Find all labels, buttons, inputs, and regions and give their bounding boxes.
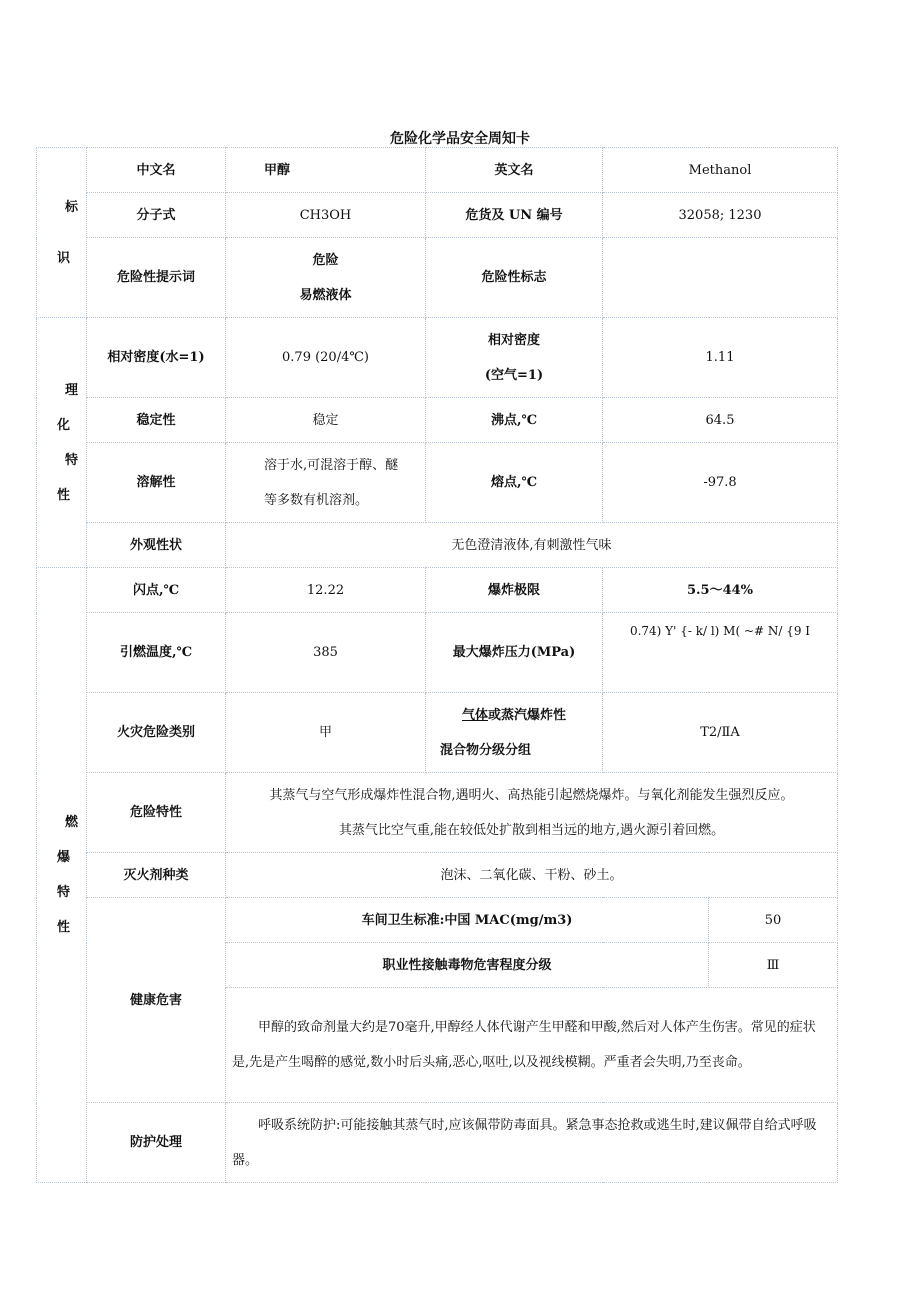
row-flash-point <box>37 568 838 613</box>
formula-label: 分子式 <box>87 193 226 238</box>
gas-group-value: T2/ⅡA <box>603 693 838 773</box>
gas-group-label-underlined: 气体 <box>461 707 488 723</box>
boiling-value: 64.5 <box>603 398 838 443</box>
row-protection <box>37 1103 838 1183</box>
appearance-label: 外观性状 <box>87 523 226 568</box>
hazard-props-line2: 其蒸气比空气重,能在较低处扩散到相当远的地方,遇火源引着回燃。 <box>338 822 725 838</box>
melting-label: 熔点,℃ <box>426 443 603 523</box>
hazard-words-label: 危险性提示词 <box>87 238 226 318</box>
appearance-value: 无色澄清液体,有刺激性气味 <box>226 523 838 568</box>
row-ignition <box>37 613 838 693</box>
section-char: 理 <box>64 382 78 398</box>
explosion-limit-label: 爆炸极限 <box>426 568 603 613</box>
row-relative-density <box>37 318 838 398</box>
solubility-value <box>226 443 426 523</box>
rel-density-air-label-line1: 相对密度 <box>487 332 540 348</box>
cn-name-value: 甲醇 <box>226 148 426 193</box>
exposure-class-label: 职业性接触毒物危害程度分级 <box>226 943 709 988</box>
cn-name-label: 中文名 <box>87 148 226 193</box>
section-char: 性 <box>57 920 71 935</box>
health-text: 甲醇的致命剂量大约是70毫升,甲醇经人体代谢产生甲醛和甲酸,然后对人体产生伤害。常见的症状是,先是产生喝醉的感觉,数小时后头痛,恶心,呕吐,以及视线模糊。严重者会失明,乃至丧命。 <box>226 988 838 1103</box>
en-name-label: 英文名 <box>426 148 603 193</box>
page-title: 危险化学品安全周知卡 <box>390 131 530 147</box>
workplace-std-value: 50 <box>709 898 838 943</box>
melting-value: -97.8 <box>603 443 838 523</box>
row-extinguisher <box>37 853 838 898</box>
row-hazard-words <box>37 238 838 318</box>
fire-class-label: 火灾危险类别 <box>87 693 226 773</box>
un-label: 危货及 UN 编号 <box>426 193 603 238</box>
formula-value: CH3OH <box>226 193 426 238</box>
section-char: 爆特 <box>57 850 71 900</box>
rel-density-air-value: 1.11 <box>603 318 838 398</box>
rel-density-water-label: 相对密度(水=1) <box>87 318 226 398</box>
hazard-sign-label: 危险性标志 <box>426 238 603 318</box>
gas-group-label-line2: 混合物分级分组 <box>440 742 532 758</box>
section-char: 化 <box>57 417 71 433</box>
stability-label: 稳定性 <box>87 398 226 443</box>
gas-group-label <box>426 693 603 773</box>
row-fire-class <box>37 693 838 773</box>
rel-density-water-value: 0.79 (20/4℃) <box>226 318 426 398</box>
hazard-props-label: 危险特性 <box>87 773 226 853</box>
extinguisher-label: 灭火剂种类 <box>87 853 226 898</box>
gas-group-label-rest: 或蒸汽爆炸性 <box>488 707 567 723</box>
row-hazard-props <box>37 773 838 853</box>
solubility-label: 溶解性 <box>87 443 226 523</box>
row-solubility <box>37 443 838 523</box>
section-char: 特 <box>64 452 78 468</box>
max-pressure-label: 最大爆炸压力(MPa) <box>426 613 603 693</box>
row-chinese-name <box>37 148 838 193</box>
section-char: 识 <box>57 250 71 266</box>
section-char: 性 <box>57 487 71 503</box>
ignition-value: 385 <box>226 613 426 693</box>
solubility-line1: 溶于水,可混溶于醇、醚 <box>264 457 399 473</box>
flash-value: 12.22 <box>226 568 426 613</box>
hazard-words-value <box>226 238 426 318</box>
section-physchem <box>37 318 87 568</box>
hazard-word-2: 易燃液体 <box>299 287 352 303</box>
stability-value: 稳定 <box>226 398 426 443</box>
hazard-props-line1: 其蒸气与空气形成爆炸性混合物,遇明火、高热能引起燃烧爆炸。与氧化剂能发生强烈反应。 <box>269 787 794 803</box>
rel-density-air-label <box>426 318 603 398</box>
row-appearance <box>37 523 838 568</box>
ignition-label: 引燃温度,℃ <box>87 613 226 693</box>
un-value: 32058; 1230 <box>603 193 838 238</box>
extinguisher-value: 泡沫、二氧化碳、干粉、砂土。 <box>226 853 838 898</box>
workplace-std-label: 车间卫生标准:中国 MAC(mg/m3) <box>226 898 709 943</box>
row-workplace-std <box>37 898 838 943</box>
row-formula <box>37 193 838 238</box>
flash-label: 闪点,℃ <box>87 568 226 613</box>
section-char: 标 <box>64 199 78 215</box>
fire-class-value: 甲 <box>226 693 426 773</box>
safety-card-table <box>36 147 838 1183</box>
section-char: 燃 <box>64 815 78 830</box>
max-pressure-value: 0.74) Y' {- k/ l) M( ~# N/ {9 I <box>603 613 838 693</box>
en-name-value: Methanol <box>603 148 838 193</box>
protection-text: 呼吸系统防护:可能接触其蒸气时,应该佩带防毒面具。紧急事态抢救或逃生时,建议佩带自给式呼吸器。 <box>226 1103 838 1183</box>
row-stability <box>37 398 838 443</box>
exposure-class-value: Ⅲ <box>709 943 838 988</box>
hazard-word-1: 危险 <box>312 252 339 268</box>
protection-label: 防护处理 <box>87 1103 226 1183</box>
hazard-props-value <box>226 773 838 853</box>
section-identification <box>37 148 87 318</box>
boiling-label: 沸点,℃ <box>426 398 603 443</box>
rel-density-air-label-line2: (空气=1) <box>484 367 544 383</box>
section-combustion <box>37 568 87 1183</box>
hazard-sign-value <box>603 238 838 318</box>
solubility-line2: 等多数有机溶剂。 <box>264 492 369 508</box>
explosion-limit-value: 5.5～44% <box>603 568 838 613</box>
health-label: 健康危害 <box>87 898 226 1103</box>
